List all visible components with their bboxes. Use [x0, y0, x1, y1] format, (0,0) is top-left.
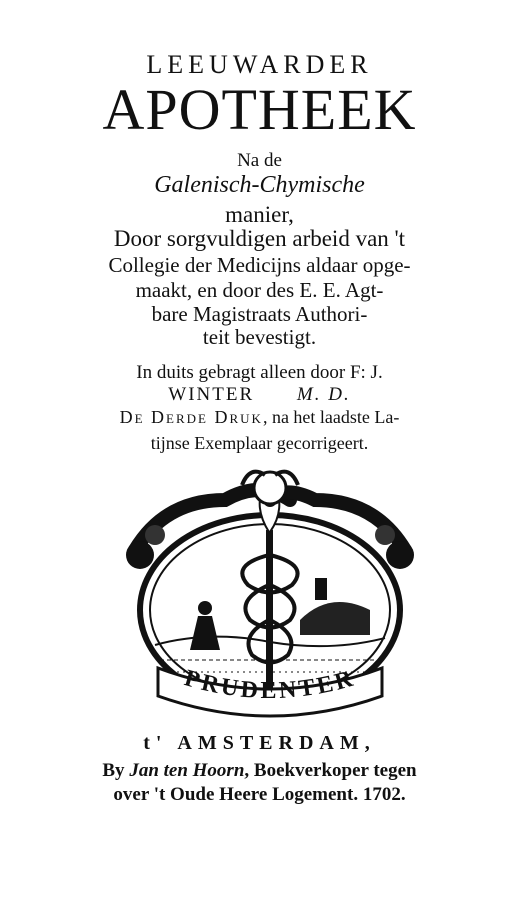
- text-line-4: bare Magistraats Authori-: [151, 302, 368, 326]
- title-line-leeuwarder: LEEUWARDER: [146, 50, 373, 79]
- subtitle-manier: manier,: [225, 202, 294, 227]
- edition-rest: , na het laadste La-: [262, 407, 400, 427]
- edition-line-2: tijnse Exemplaar gecorrigeert.: [150, 433, 369, 453]
- imprint-line-2: over 't Oude Heere Logement. 1702.: [113, 784, 406, 805]
- title-line-apotheek: APOTHEEK: [102, 77, 417, 142]
- author-line: [0, 384, 519, 406]
- motto-textpath: PRUDENTER: [181, 665, 359, 705]
- edition-label: De Derde Druk: [119, 407, 263, 427]
- imprint-rest: , Boekverkoper tegen: [244, 760, 417, 781]
- printers-device-illustration: [110, 460, 430, 730]
- text-line-5: teit bevestigt.: [202, 325, 317, 349]
- text-line-2: Collegie der Medicijns aldaar opge-: [108, 253, 411, 277]
- imprint-line-1: [0, 760, 519, 782]
- edition-line: [0, 407, 519, 428]
- translator-line: In duits gebragt alleen door F: J.: [136, 362, 383, 383]
- author-degree: M. D.: [296, 384, 351, 405]
- place-line: t' AMSTERDAM,: [143, 732, 376, 754]
- subtitle-na-de: Na de: [237, 150, 282, 171]
- text-line-1: Door sorgvuldigen arbeid van 't: [113, 226, 406, 251]
- author-name: WINTER: [168, 384, 255, 405]
- text-line-3: maakt, en door des E. E. Agt-: [135, 278, 384, 302]
- imprint-by: By: [102, 760, 125, 781]
- imprint-printer-name: Jan ten Hoorn: [129, 760, 245, 781]
- subtitle-galenisch: Galenisch-Chymische: [154, 172, 365, 198]
